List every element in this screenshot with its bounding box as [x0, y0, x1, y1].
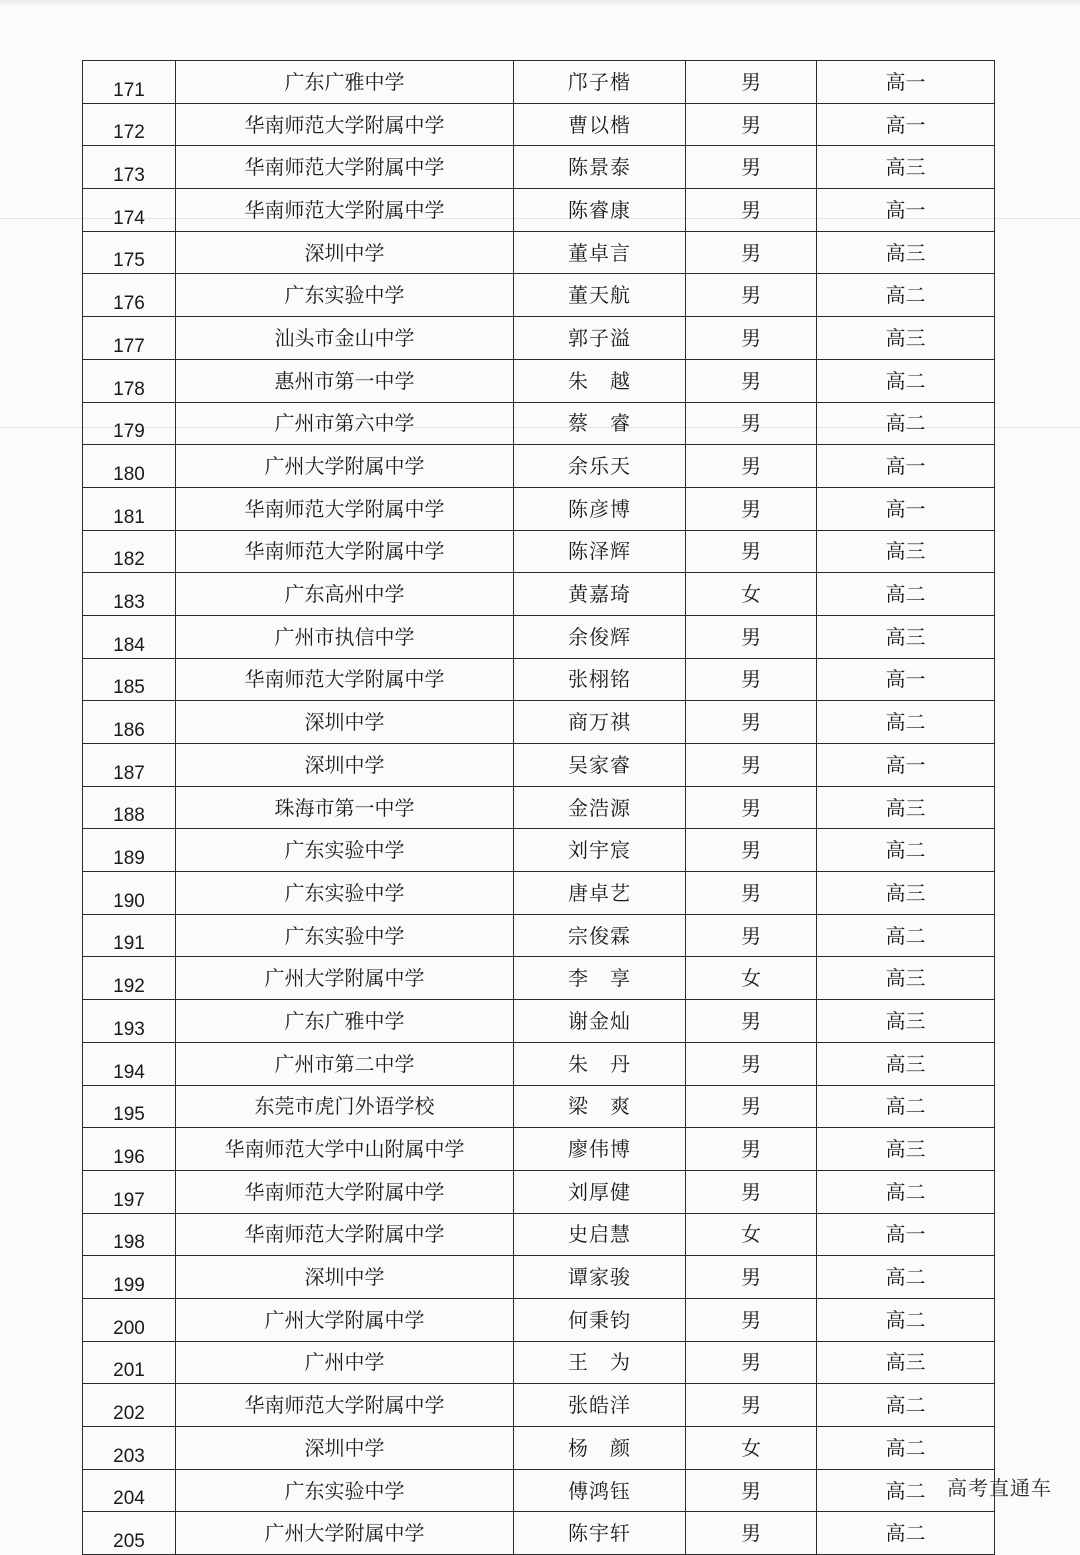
gender-cell: 男: [686, 1000, 817, 1043]
grade-cell: 高三: [817, 530, 995, 573]
school-cell: 汕头市金山中学: [176, 317, 514, 360]
row-number-cell: 191: [83, 914, 176, 957]
grade-cell: 高一: [817, 103, 995, 146]
row-number-cell: 205: [83, 1512, 176, 1555]
gender-cell: 男: [686, 1298, 817, 1341]
gender-cell: 女: [686, 1427, 817, 1470]
student-name-cell: 梁 爽: [514, 1085, 686, 1128]
school-cell: 广州大学附属中学: [176, 445, 514, 488]
gender-cell: 男: [686, 1341, 817, 1384]
student-name-cell: 余俊辉: [514, 615, 686, 658]
row-number-cell: 190: [83, 872, 176, 915]
table-row: [83, 231, 995, 274]
gender-cell: 男: [686, 1512, 817, 1555]
table-row: [83, 445, 995, 488]
student-roster-table: [82, 60, 995, 1555]
school-cell: 深圳中学: [176, 1427, 514, 1470]
table-row: [83, 274, 995, 317]
grade-cell: 高三: [817, 615, 995, 658]
student-name-cell: 曹以楷: [514, 103, 686, 146]
gender-cell: 男: [686, 1256, 817, 1299]
table-row: [83, 1384, 995, 1427]
gender-cell: 男: [686, 829, 817, 872]
table-row: [83, 1213, 995, 1256]
school-cell: 华南师范大学附属中学: [176, 189, 514, 232]
student-name-cell: 吴家睿: [514, 744, 686, 787]
page-edge: [0, 0, 1080, 6]
gender-cell: 女: [686, 957, 817, 1000]
student-name-cell: 史启慧: [514, 1213, 686, 1256]
table-row: [83, 146, 995, 189]
table-row: [83, 1341, 995, 1384]
school-cell: 华南师范大学中山附属中学: [176, 1128, 514, 1171]
gender-cell: 男: [686, 530, 817, 573]
grade-cell: 高三: [817, 146, 995, 189]
row-number-cell: 198: [83, 1213, 176, 1256]
school-cell: 广州大学附属中学: [176, 1298, 514, 1341]
student-name-cell: 商万祺: [514, 701, 686, 744]
row-number-cell: 202: [83, 1384, 176, 1427]
grade-cell: 高三: [817, 1341, 995, 1384]
student-name-cell: 李 享: [514, 957, 686, 1000]
grade-cell: 高三: [817, 1000, 995, 1043]
gender-cell: 男: [686, 658, 817, 701]
student-name-cell: 黄嘉琦: [514, 573, 686, 616]
grade-cell: 高二: [817, 1384, 995, 1427]
student-name-cell: 张皓洋: [514, 1384, 686, 1427]
school-cell: 深圳中学: [176, 744, 514, 787]
grade-cell: 高一: [817, 445, 995, 488]
grade-cell: 高三: [817, 872, 995, 915]
school-cell: 广州市第六中学: [176, 402, 514, 445]
table-row: [83, 872, 995, 915]
grade-cell: 高二: [817, 1170, 995, 1213]
school-cell: 华南师范大学附属中学: [176, 146, 514, 189]
roster-table-body: [83, 61, 995, 1555]
student-name-cell: 刘宇宸: [514, 829, 686, 872]
grade-cell: 高三: [817, 317, 995, 360]
row-number-cell: 173: [83, 146, 176, 189]
school-cell: 广东实验中学: [176, 914, 514, 957]
school-cell: 华南师范大学附属中学: [176, 658, 514, 701]
gender-cell: 男: [686, 1042, 817, 1085]
gender-cell: 男: [686, 1384, 817, 1427]
school-cell: 广州市第二中学: [176, 1042, 514, 1085]
row-number-cell: 200: [83, 1298, 176, 1341]
gender-cell: 男: [686, 231, 817, 274]
row-number-cell: 184: [83, 615, 176, 658]
student-name-cell: 谢金灿: [514, 1000, 686, 1043]
table-row: [83, 957, 995, 1000]
grade-cell: 高三: [817, 957, 995, 1000]
student-name-cell: 董天航: [514, 274, 686, 317]
school-cell: 深圳中学: [176, 231, 514, 274]
row-number-cell: 203: [83, 1427, 176, 1470]
school-cell: 深圳中学: [176, 701, 514, 744]
grade-cell: 高二: [817, 1427, 995, 1470]
school-cell: 华南师范大学附属中学: [176, 1213, 514, 1256]
school-cell: 惠州市第一中学: [176, 359, 514, 402]
school-cell: 广东广雅中学: [176, 1000, 514, 1043]
row-number-cell: 186: [83, 701, 176, 744]
gender-cell: 男: [686, 445, 817, 488]
gender-cell: 男: [686, 872, 817, 915]
school-cell: 广东广雅中学: [176, 61, 514, 104]
row-number-cell: 194: [83, 1042, 176, 1085]
gender-cell: 男: [686, 274, 817, 317]
school-cell: 东莞市虎门外语学校: [176, 1085, 514, 1128]
gender-cell: 女: [686, 573, 817, 616]
gender-cell: 男: [686, 487, 817, 530]
gender-cell: 男: [686, 1085, 817, 1128]
row-number-cell: 197: [83, 1170, 176, 1213]
table-row: [83, 786, 995, 829]
gender-cell: 男: [686, 317, 817, 360]
student-name-cell: 杨 颜: [514, 1427, 686, 1470]
student-name-cell: 何秉钧: [514, 1298, 686, 1341]
school-cell: 广东实验中学: [176, 274, 514, 317]
school-cell: 广州大学附属中学: [176, 957, 514, 1000]
student-name-cell: 董卓言: [514, 231, 686, 274]
table-row: [83, 658, 995, 701]
source-watermark: 高考直通车: [947, 1476, 1052, 1500]
table-row: [83, 103, 995, 146]
row-number-cell: 188: [83, 786, 176, 829]
row-number-cell: 192: [83, 957, 176, 1000]
table-row: [83, 1000, 995, 1043]
grade-cell: 高二: [817, 914, 995, 957]
row-number-cell: 177: [83, 317, 176, 360]
table-row: [83, 359, 995, 402]
table-row: [83, 1298, 995, 1341]
gender-cell: 男: [686, 1469, 817, 1512]
gender-cell: 男: [686, 914, 817, 957]
table-row: [83, 61, 995, 104]
student-name-cell: 蔡 睿: [514, 402, 686, 445]
table-row: [83, 1512, 995, 1555]
row-number-cell: 199: [83, 1256, 176, 1299]
student-name-cell: 宗俊霖: [514, 914, 686, 957]
grade-cell: 高二: [817, 573, 995, 616]
table-row: [83, 1085, 995, 1128]
student-name-cell: 陈睿康: [514, 189, 686, 232]
grade-cell: 高一: [817, 487, 995, 530]
school-cell: 广东实验中学: [176, 1469, 514, 1512]
student-name-cell: 朱 越: [514, 359, 686, 402]
school-cell: 广东实验中学: [176, 829, 514, 872]
table-row: [83, 829, 995, 872]
school-cell: 广州中学: [176, 1341, 514, 1384]
grade-cell: 高三: [817, 1042, 995, 1085]
gender-cell: 男: [686, 189, 817, 232]
table-row: [83, 1170, 995, 1213]
row-number-cell: 204: [83, 1469, 176, 1512]
row-number-cell: 180: [83, 445, 176, 488]
student-name-cell: 唐卓艺: [514, 872, 686, 915]
row-number-cell: 174: [83, 189, 176, 232]
row-number-cell: 195: [83, 1085, 176, 1128]
student-name-cell: 邝子楷: [514, 61, 686, 104]
student-name-cell: 刘厚健: [514, 1170, 686, 1213]
row-number-cell: 179: [83, 402, 176, 445]
student-name-cell: 金浩源: [514, 786, 686, 829]
row-number-cell: 187: [83, 744, 176, 787]
table-row: [83, 1042, 995, 1085]
row-number-cell: 182: [83, 530, 176, 573]
grade-cell: 高二: [817, 402, 995, 445]
grade-cell: 高二: [817, 1298, 995, 1341]
gender-cell: 男: [686, 146, 817, 189]
grade-cell: 高三: [817, 786, 995, 829]
school-cell: 深圳中学: [176, 1256, 514, 1299]
gender-cell: 男: [686, 786, 817, 829]
grade-cell: 高二: [817, 1512, 995, 1555]
student-name-cell: 郭子溢: [514, 317, 686, 360]
gender-cell: 男: [686, 615, 817, 658]
row-number-cell: 171: [83, 61, 176, 104]
gender-cell: 男: [686, 402, 817, 445]
student-name-cell: 朱 丹: [514, 1042, 686, 1085]
table-row: [83, 573, 995, 616]
school-cell: 广东实验中学: [176, 872, 514, 915]
gender-cell: 男: [686, 1128, 817, 1171]
row-number-cell: 193: [83, 1000, 176, 1043]
school-cell: 广州市执信中学: [176, 615, 514, 658]
grade-cell: 高二: [817, 1469, 995, 1512]
row-number-cell: 178: [83, 359, 176, 402]
row-number-cell: 196: [83, 1128, 176, 1171]
table-row: [83, 1469, 995, 1512]
grade-cell: 高三: [817, 1128, 995, 1171]
student-name-cell: 陈泽辉: [514, 530, 686, 573]
student-name-cell: 王 为: [514, 1341, 686, 1384]
table-row: [83, 1128, 995, 1171]
grade-cell: 高二: [817, 1256, 995, 1299]
school-cell: 华南师范大学附属中学: [176, 103, 514, 146]
gender-cell: 男: [686, 103, 817, 146]
row-number-cell: 185: [83, 658, 176, 701]
grade-cell: 高一: [817, 658, 995, 701]
grade-cell: 高二: [817, 829, 995, 872]
grade-cell: 高一: [817, 189, 995, 232]
school-cell: 广州大学附属中学: [176, 1512, 514, 1555]
table-row: [83, 487, 995, 530]
grade-cell: 高二: [817, 274, 995, 317]
table-row: [83, 402, 995, 445]
school-cell: 珠海市第一中学: [176, 786, 514, 829]
school-cell: 华南师范大学附属中学: [176, 487, 514, 530]
row-number-cell: 172: [83, 103, 176, 146]
table-row: [83, 615, 995, 658]
table-row: [83, 530, 995, 573]
row-number-cell: 183: [83, 573, 176, 616]
grade-cell: 高二: [817, 701, 995, 744]
school-cell: 华南师范大学附属中学: [176, 1170, 514, 1213]
school-cell: 华南师范大学附属中学: [176, 530, 514, 573]
gender-cell: 男: [686, 359, 817, 402]
table-row: [83, 701, 995, 744]
student-name-cell: 廖伟博: [514, 1128, 686, 1171]
student-name-cell: 傅鸿钰: [514, 1469, 686, 1512]
table-row: [83, 744, 995, 787]
student-name-cell: 陈景泰: [514, 146, 686, 189]
row-number-cell: 189: [83, 829, 176, 872]
grade-cell: 高一: [817, 744, 995, 787]
grade-cell: 高三: [817, 231, 995, 274]
grade-cell: 高二: [817, 359, 995, 402]
table-row: [83, 1256, 995, 1299]
row-number-cell: 176: [83, 274, 176, 317]
gender-cell: 男: [686, 744, 817, 787]
gender-cell: 男: [686, 61, 817, 104]
table-row: [83, 317, 995, 360]
student-name-cell: 陈彦博: [514, 487, 686, 530]
school-cell: 华南师范大学附属中学: [176, 1384, 514, 1427]
row-number-cell: 201: [83, 1341, 176, 1384]
grade-cell: 高一: [817, 1213, 995, 1256]
gender-cell: 男: [686, 701, 817, 744]
student-name-cell: 张栩铭: [514, 658, 686, 701]
student-name-cell: 陈宇轩: [514, 1512, 686, 1555]
table-row: [83, 914, 995, 957]
row-number-cell: 181: [83, 487, 176, 530]
row-number-cell: 175: [83, 231, 176, 274]
table-row: [83, 1427, 995, 1470]
table-row: [83, 189, 995, 232]
student-name-cell: 谭家骏: [514, 1256, 686, 1299]
gender-cell: 女: [686, 1213, 817, 1256]
school-cell: 广东高州中学: [176, 573, 514, 616]
grade-cell: 高一: [817, 61, 995, 104]
grade-cell: 高二: [817, 1085, 995, 1128]
student-name-cell: 余乐天: [514, 445, 686, 488]
gender-cell: 男: [686, 1170, 817, 1213]
